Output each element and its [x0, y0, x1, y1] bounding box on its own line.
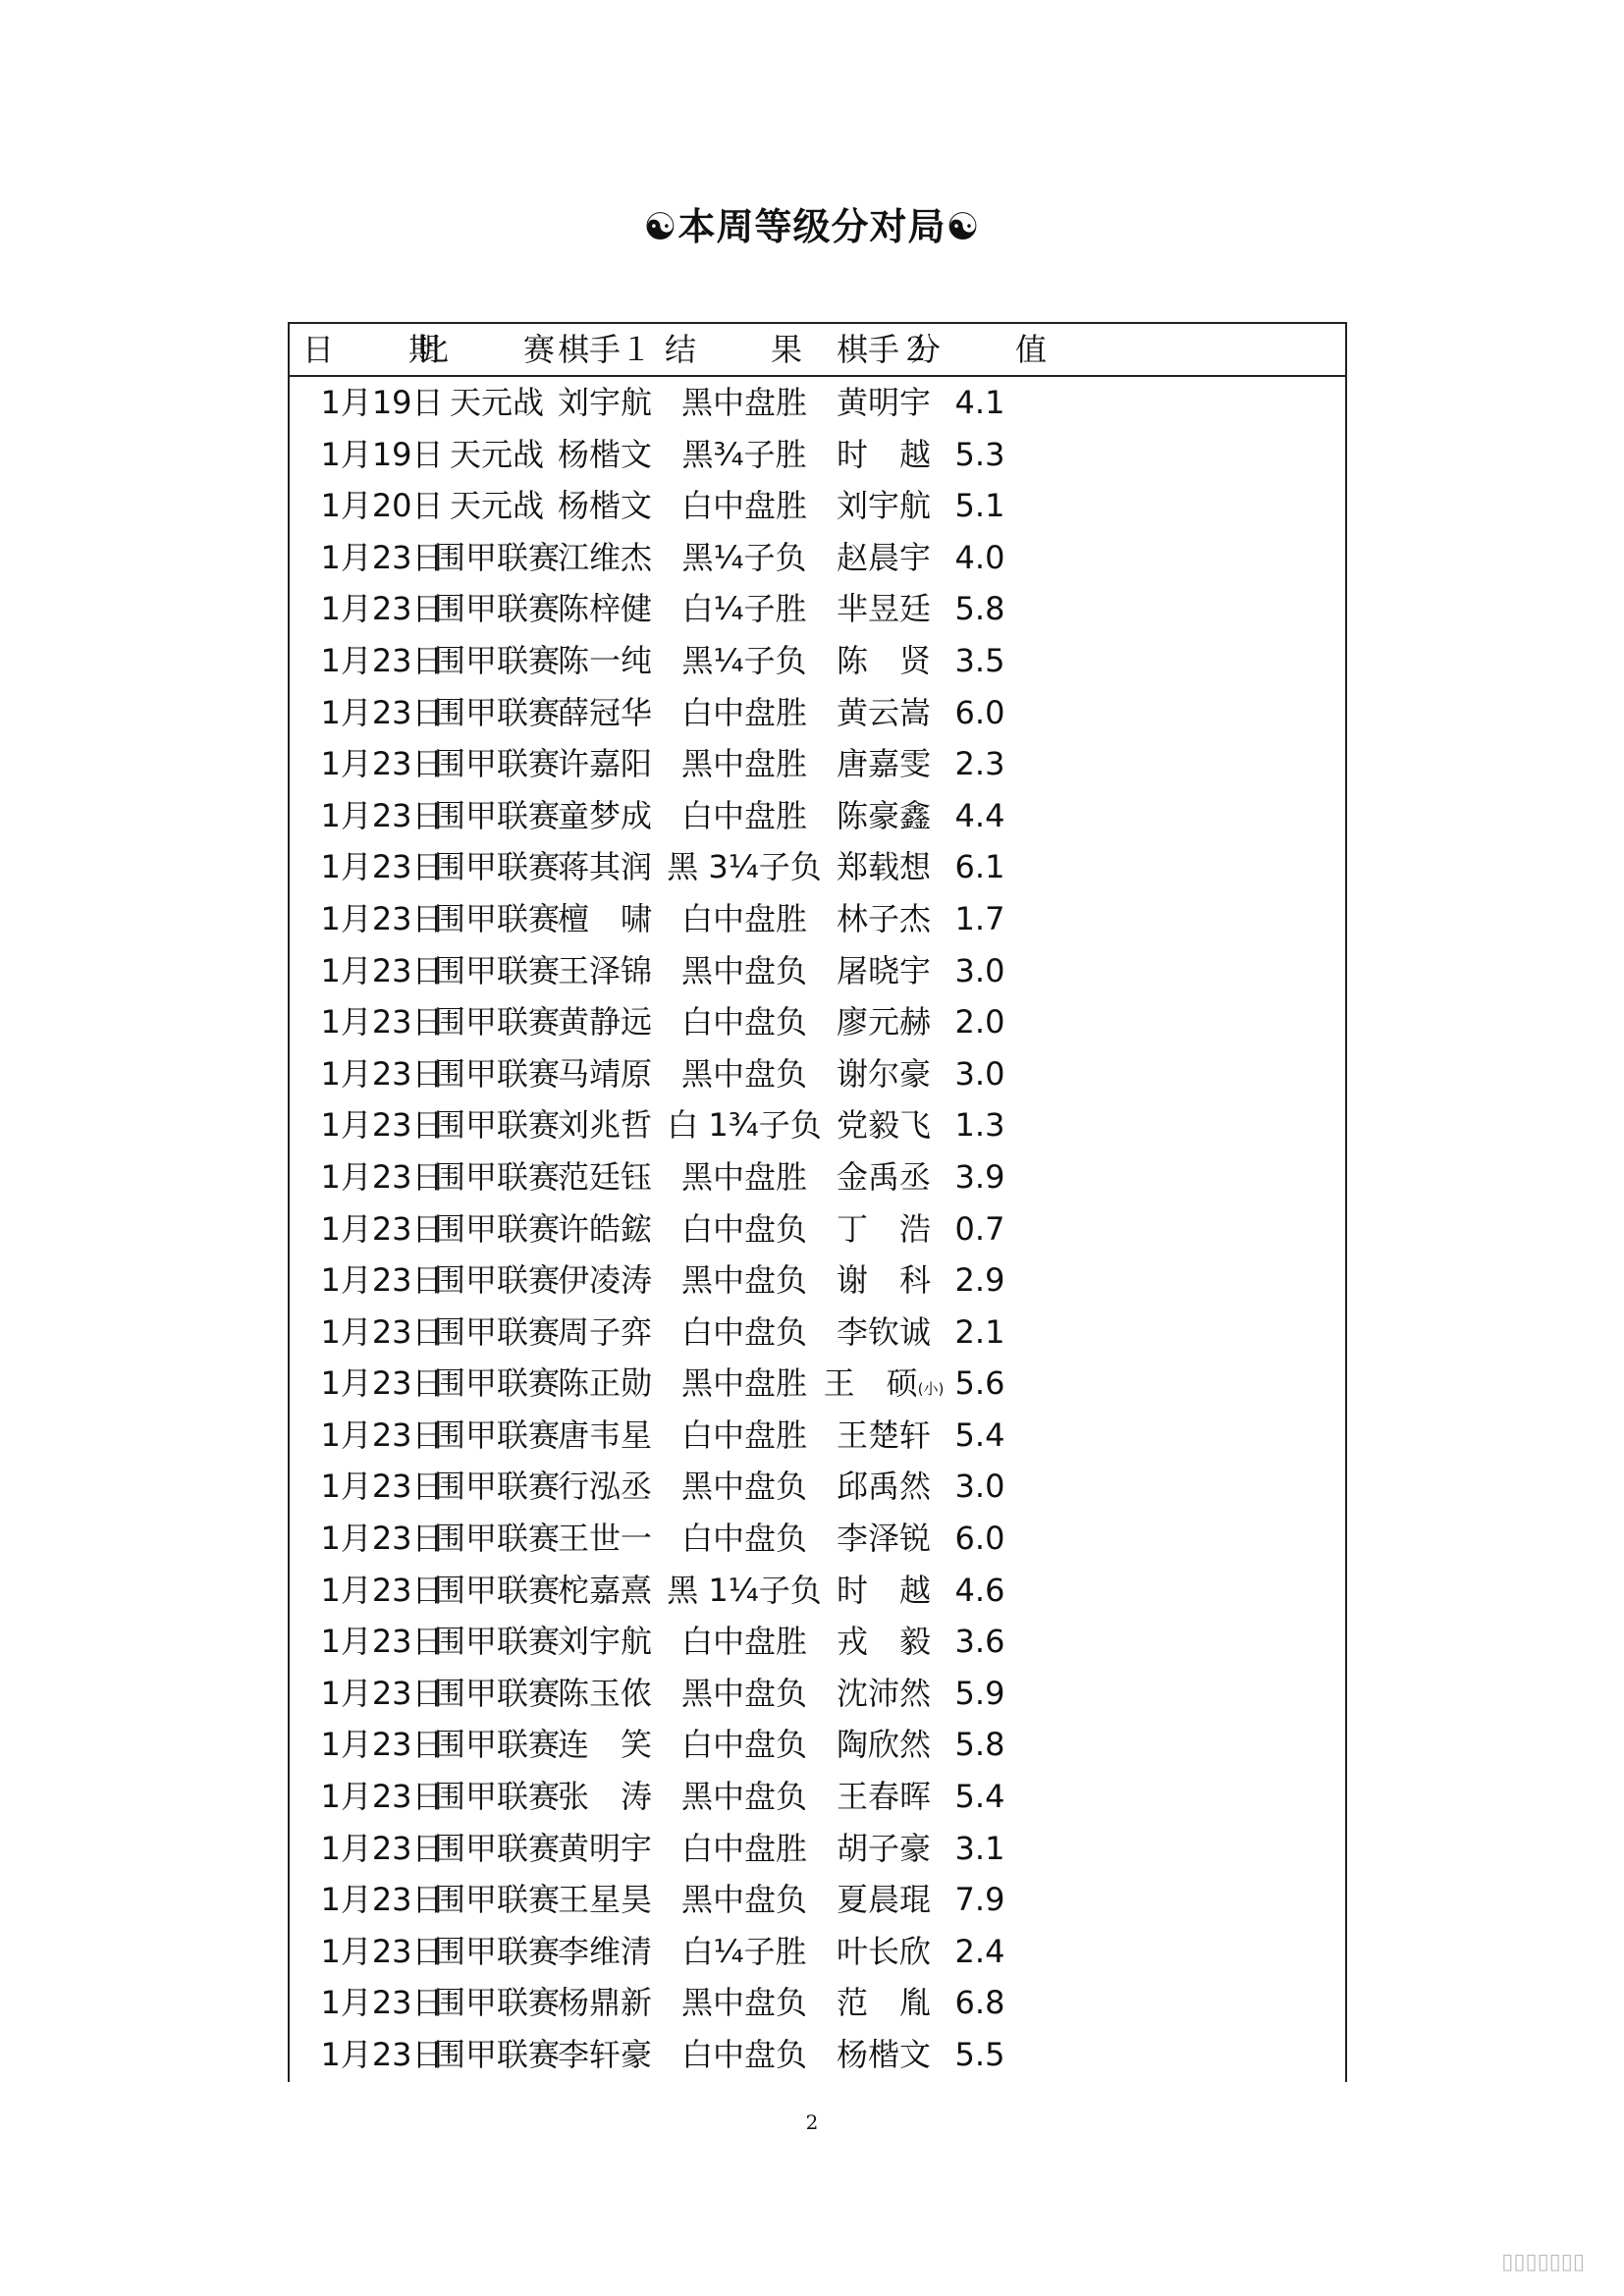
cell-value: 4.1 — [954, 384, 1005, 421]
cell-player1: 连 笑 — [557, 1726, 653, 1764]
cell-player2 — [837, 1977, 931, 2029]
player2-name: 金禹丞 — [836, 1157, 932, 1196]
cell-event: 围甲联赛 — [433, 590, 561, 628]
cell-result: 黑中盘负 — [680, 1778, 808, 1816]
cell-date: 1月23日 — [320, 1726, 444, 1764]
player2-name: 党毅飞 — [836, 1106, 932, 1145]
cell-player1: 范廷钰 — [557, 1157, 653, 1196]
cell-value: 3.9 — [954, 1157, 1005, 1196]
cell-event: 围甲联赛 — [433, 899, 561, 937]
cell-value: 3.6 — [954, 1623, 1005, 1661]
cell-player1: 马靖原 — [557, 1054, 653, 1093]
cell-event: 围甲联赛 — [433, 2036, 561, 2073]
cell-event: 围甲联赛 — [433, 848, 561, 886]
cell-player2 — [837, 738, 931, 790]
table-body — [288, 377, 1345, 2081]
cell-event: 围甲联赛 — [433, 1881, 561, 1919]
table-header — [288, 322, 1345, 377]
cell-value: 2.0 — [954, 1003, 1005, 1041]
cell-result: 白中盘胜 — [680, 693, 808, 731]
cell-value: 3.0 — [954, 1054, 1005, 1093]
cell-player1: 行泓丞 — [557, 1468, 653, 1506]
cell-result: 黑中盘胜 — [680, 1364, 808, 1403]
cell-player2 — [837, 1616, 931, 1668]
cell-event: 围甲联赛 — [433, 1312, 561, 1351]
player2-name: 王 硕 — [823, 1364, 918, 1403]
cell-value: 2.3 — [954, 745, 1005, 783]
cell-player2 — [837, 1203, 931, 1255]
cell-result: 黑中盘负 — [680, 1674, 808, 1712]
cell-player2 — [837, 429, 931, 481]
cell-date: 1月23日 — [320, 1984, 444, 2022]
col-header-result: 结 果 — [664, 331, 825, 368]
cell-player1: 刘宇航 — [557, 384, 653, 421]
cell-player2 — [837, 841, 931, 893]
player2-name: 时 越 — [836, 435, 932, 473]
cell-player1: 王泽锦 — [557, 951, 653, 989]
table-row — [288, 1307, 1345, 1359]
cell-event: 围甲联赛 — [433, 951, 561, 989]
cell-player1: 王世一 — [557, 1520, 653, 1558]
cell-result: 白¼子胜 — [681, 590, 807, 628]
cell-result: 黑中盘胜 — [680, 384, 808, 421]
cell-result: 黑 3¼子负 — [667, 848, 822, 886]
cell-event: 天元战 — [449, 487, 545, 525]
player2-name: 谢 科 — [836, 1261, 932, 1300]
cell-date: 1月23日 — [320, 590, 444, 628]
cell-date: 1月23日 — [320, 1468, 444, 1506]
page-title: ☯本周等级分对局☯ — [643, 205, 981, 248]
cell-player1: 王星昊 — [557, 1881, 653, 1919]
cell-value: 4.4 — [954, 796, 1005, 834]
cell-value: 2.1 — [954, 1312, 1005, 1351]
cell-value: 6.0 — [954, 1520, 1005, 1558]
table-row — [288, 1410, 1345, 1462]
cell-player2 — [824, 1358, 945, 1415]
table-row — [288, 1151, 1345, 1203]
table-row — [288, 1565, 1345, 1617]
cell-player2 — [837, 1823, 931, 1875]
table-row — [288, 1874, 1345, 1926]
table-row — [288, 1616, 1345, 1668]
cell-result: 白中盘胜 — [680, 1623, 808, 1661]
cell-event: 围甲联赛 — [433, 1157, 561, 1196]
cell-value: 4.0 — [954, 538, 1005, 576]
table-row — [288, 429, 1345, 481]
table-row — [288, 480, 1345, 532]
cell-player1: 许嘉阳 — [557, 745, 653, 783]
cell-value: 5.5 — [954, 2036, 1005, 2073]
table-row — [288, 687, 1345, 739]
cell-player1: 陈一纯 — [557, 641, 653, 679]
cell-date: 1月23日 — [320, 1571, 444, 1609]
cell-event: 天元战 — [449, 384, 545, 421]
cell-date: 1月23日 — [320, 848, 444, 886]
cell-value: 5.9 — [954, 1674, 1005, 1712]
table-row — [288, 1358, 1345, 1410]
cell-player2 — [837, 1048, 931, 1100]
cell-event: 围甲联赛 — [433, 538, 561, 576]
col-header-player2: 棋手２ — [836, 331, 932, 368]
cell-value: 5.1 — [954, 487, 1005, 525]
cell-player1: 周子弈 — [557, 1312, 653, 1351]
table-row — [288, 738, 1345, 790]
cell-date: 1月23日 — [320, 1106, 444, 1145]
cell-player2 — [837, 1410, 931, 1462]
table-row — [288, 635, 1345, 687]
cell-result: 白中盘负 — [680, 1003, 808, 1041]
player2-name: 王楚轩 — [836, 1415, 932, 1454]
player2-name: 杨楷文 — [836, 2036, 932, 2073]
cell-result: 黑中盘负 — [680, 951, 808, 989]
cell-player2 — [837, 1461, 931, 1513]
cell-date: 1月23日 — [320, 1364, 444, 1403]
cell-event: 围甲联赛 — [433, 693, 561, 731]
table-row — [288, 841, 1345, 893]
table-row — [288, 996, 1345, 1048]
cell-result: 白中盘胜 — [680, 487, 808, 525]
cell-result: 黑中盘负 — [680, 1984, 808, 2022]
cell-result: 白中盘胜 — [680, 1415, 808, 1454]
player2-name: 陈 贤 — [836, 641, 932, 679]
cell-value: 3.0 — [954, 1468, 1005, 1506]
cell-player2 — [837, 1668, 931, 1720]
cell-date: 1月23日 — [320, 1003, 444, 1041]
cell-value: 6.8 — [954, 1984, 1005, 2022]
cell-player1: 刘兆哲 — [557, 1106, 653, 1145]
cell-date: 1月23日 — [320, 1157, 444, 1196]
cell-value: 5.8 — [954, 1726, 1005, 1764]
cell-player2 — [837, 687, 931, 739]
cell-value: 7.9 — [954, 1881, 1005, 1919]
cell-date: 1月23日 — [320, 1054, 444, 1093]
player2-name: 范 胤 — [836, 1984, 932, 2022]
cell-player2 — [837, 945, 931, 997]
player2-name: 芈昱廷 — [836, 590, 932, 628]
cell-player2 — [837, 1099, 931, 1151]
cell-date: 1月23日 — [320, 1674, 444, 1712]
cell-result: 白¼子胜 — [681, 1932, 807, 1970]
table-row — [288, 1048, 1345, 1100]
cell-date: 1月23日 — [320, 1829, 444, 1867]
table-row — [288, 377, 1345, 429]
cell-player2 — [837, 1255, 931, 1307]
cell-player2 — [837, 996, 931, 1048]
cell-value: 5.4 — [954, 1778, 1005, 1816]
cell-result: 黑中盘负 — [680, 1054, 808, 1093]
cell-event: 围甲联赛 — [433, 1932, 561, 1970]
cell-date: 1月23日 — [320, 641, 444, 679]
cell-date: 1月23日 — [320, 1312, 444, 1351]
cell-value: 3.5 — [954, 641, 1005, 679]
player2-name: 廖元赫 — [836, 1003, 932, 1041]
cell-event: 围甲联赛 — [433, 1364, 561, 1403]
cell-event: 围甲联赛 — [433, 1520, 561, 1558]
cell-player2 — [837, 1565, 931, 1617]
cell-player2 — [837, 1719, 931, 1771]
cell-player2 — [837, 2029, 931, 2081]
cell-event: 围甲联赛 — [433, 1003, 561, 1041]
player2-name: 郑载想 — [836, 848, 932, 886]
cell-player2 — [837, 790, 931, 842]
table-row — [288, 1926, 1345, 1978]
table-row — [288, 1668, 1345, 1720]
cell-result: 黑¾子胜 — [681, 435, 807, 473]
player2-name: 黄明宇 — [836, 384, 932, 421]
cell-date: 1月23日 — [320, 1778, 444, 1816]
player2-name: 胡子豪 — [836, 1829, 932, 1867]
cell-result: 黑¼子负 — [681, 538, 807, 576]
cell-result: 黑中盘负 — [680, 1468, 808, 1506]
table-row — [288, 532, 1345, 584]
cell-player2 — [837, 1926, 931, 1978]
cell-player2 — [837, 480, 931, 532]
cell-player1: 柁嘉熹 — [557, 1571, 653, 1609]
cell-result: 白中盘负 — [680, 2036, 808, 2073]
table-row — [288, 1513, 1345, 1565]
cell-date: 1月20日 — [320, 487, 444, 525]
cell-result: 白中盘胜 — [680, 796, 808, 834]
cell-event: 围甲联赛 — [433, 1106, 561, 1145]
player2-name: 赵晨宇 — [836, 538, 932, 576]
player2-name: 李泽锐 — [836, 1520, 932, 1558]
player2-name: 刘宇航 — [836, 487, 932, 525]
player2-name: 谢尔豪 — [836, 1054, 932, 1093]
cell-player1: 李维清 — [557, 1932, 653, 1970]
cell-event: 围甲联赛 — [433, 1571, 561, 1609]
cell-value: 3.1 — [954, 1829, 1005, 1867]
cell-event: 围甲联赛 — [433, 1623, 561, 1661]
table-row — [288, 1255, 1345, 1307]
cell-event: 围甲联赛 — [433, 1726, 561, 1764]
cell-date: 1月23日 — [320, 1623, 444, 1661]
cell-value: 2.9 — [954, 1261, 1005, 1300]
cell-value: 2.4 — [954, 1932, 1005, 1970]
player2-name: 黄云嵩 — [836, 693, 932, 731]
cell-value: 5.4 — [954, 1415, 1005, 1454]
cell-date: 1月23日 — [320, 1932, 444, 1970]
table-row — [288, 945, 1345, 997]
cell-event: 围甲联赛 — [433, 1674, 561, 1712]
cell-event: 围甲联赛 — [433, 1209, 561, 1248]
cell-player1: 黄静远 — [557, 1003, 653, 1041]
cell-value: 5.6 — [954, 1364, 1005, 1403]
cell-player1: 伊凌涛 — [557, 1261, 653, 1300]
player2-name: 王春晖 — [836, 1778, 932, 1816]
table-row — [288, 583, 1345, 635]
cell-player1: 薛冠华 — [557, 693, 653, 731]
cell-event: 围甲联赛 — [433, 796, 561, 834]
player2-name: 李钦诚 — [836, 1312, 932, 1351]
cell-player2 — [837, 583, 931, 635]
cell-date: 1月23日 — [320, 693, 444, 731]
player2-name: 戎 毅 — [836, 1623, 932, 1661]
cell-value: 5.8 — [954, 590, 1005, 628]
cell-result: 白中盘负 — [680, 1726, 808, 1764]
cell-player1: 张 涛 — [557, 1778, 653, 1816]
cell-date: 1月23日 — [320, 1415, 444, 1454]
table-row — [288, 1461, 1345, 1513]
cell-date: 1月23日 — [320, 951, 444, 989]
cell-player2 — [837, 635, 931, 687]
cell-player1: 檀 啸 — [557, 899, 653, 937]
cell-value: 6.0 — [954, 693, 1005, 731]
cell-result: 黑中盘负 — [680, 1261, 808, 1300]
cell-value: 0.7 — [954, 1209, 1005, 1248]
player2-name: 屠晓宇 — [836, 951, 932, 989]
cell-event: 围甲联赛 — [433, 1829, 561, 1867]
cell-player2 — [837, 1513, 931, 1565]
cell-value: 1.7 — [954, 899, 1005, 937]
cell-date: 1月19日 — [320, 435, 444, 473]
col-header-event: 比 赛 — [416, 331, 577, 368]
player2-name: 陈豪鑫 — [836, 796, 932, 834]
cell-result: 白中盘负 — [680, 1209, 808, 1248]
cell-player1: 陈正勋 — [557, 1364, 653, 1403]
player2-name: 陶欣然 — [836, 1726, 932, 1764]
player2-name: 沈沛然 — [836, 1674, 932, 1712]
cell-date: 1月19日 — [320, 384, 444, 421]
cell-player1: 蒋其润 — [557, 848, 653, 886]
cell-event: 围甲联赛 — [433, 745, 561, 783]
cell-value: 6.1 — [954, 848, 1005, 886]
cell-player1: 唐韦星 — [557, 1415, 653, 1454]
cell-result: 黑¼子负 — [681, 641, 807, 679]
cell-result: 黑中盘胜 — [680, 1157, 808, 1196]
cell-player1: 刘宇航 — [557, 1623, 653, 1661]
cell-player1: 陈梓健 — [557, 590, 653, 628]
cell-event: 围甲联赛 — [433, 1984, 561, 2022]
table-row — [288, 893, 1345, 945]
cell-result: 白中盘胜 — [680, 1829, 808, 1867]
cell-date: 1月23日 — [320, 538, 444, 576]
cell-date: 1月23日 — [320, 1209, 444, 1248]
player2-note: (小) — [917, 1380, 945, 1399]
cell-player2 — [837, 1771, 931, 1823]
cell-result: 黑 1¼子负 — [667, 1571, 822, 1609]
player2-name: 唐嘉雯 — [836, 745, 932, 783]
cell-player2 — [837, 1874, 931, 1926]
table-row — [288, 2029, 1345, 2081]
table-row — [288, 1771, 1345, 1823]
cell-event: 围甲联赛 — [433, 641, 561, 679]
player2-name: 叶长欣 — [836, 1932, 932, 1970]
table-row — [288, 1099, 1345, 1151]
cell-result: 白中盘负 — [680, 1312, 808, 1351]
cell-player1: 杨楷文 — [557, 435, 653, 473]
cell-player1: 江维杰 — [557, 538, 653, 576]
cell-value: 4.6 — [954, 1571, 1005, 1609]
cell-result: 白中盘负 — [680, 1520, 808, 1558]
cell-date: 1月23日 — [320, 899, 444, 937]
cell-result: 黑中盘负 — [680, 1881, 808, 1919]
cell-player2 — [837, 1151, 931, 1203]
cell-player2 — [837, 1307, 931, 1359]
cell-player1: 童梦成 — [557, 796, 653, 834]
table-row — [288, 1719, 1345, 1771]
cell-player1: 黄明宇 — [557, 1829, 653, 1867]
player2-name: 邱禹然 — [836, 1468, 932, 1506]
player2-name: 林子杰 — [836, 899, 932, 937]
cell-event: 围甲联赛 — [433, 1054, 561, 1093]
cell-result: 白 1¾子负 — [667, 1106, 822, 1145]
watermark-logo: ▯▯▯▯▯▯▯ — [1501, 2250, 1585, 2274]
cell-event: 围甲联赛 — [433, 1415, 561, 1454]
table-row — [288, 1977, 1345, 2029]
cell-event: 天元战 — [449, 435, 545, 473]
col-header-value: 分 值 — [908, 331, 1069, 368]
cell-player1: 杨鼎新 — [557, 1984, 653, 2022]
cell-result: 黑中盘胜 — [680, 745, 808, 783]
cell-event: 围甲联赛 — [433, 1778, 561, 1816]
cell-date: 1月23日 — [320, 745, 444, 783]
player2-name: 时 越 — [836, 1571, 932, 1609]
cell-event: 围甲联赛 — [433, 1261, 561, 1300]
cell-player2 — [837, 377, 931, 429]
cell-player2 — [837, 893, 931, 945]
cell-event: 围甲联赛 — [433, 1468, 561, 1506]
cell-player1: 许皓鋐 — [557, 1209, 653, 1248]
player2-name: 丁 浩 — [836, 1209, 932, 1248]
col-header-date: 日 期 — [301, 331, 462, 368]
cell-date: 1月23日 — [320, 1881, 444, 1919]
cell-date: 1月23日 — [320, 2036, 444, 2073]
page-number: 2 — [805, 2110, 819, 2134]
table-row — [288, 1823, 1345, 1875]
col-header-player1: 棋手１ — [557, 331, 653, 368]
cell-value: 5.3 — [954, 435, 1005, 473]
cell-player1: 杨楷文 — [557, 487, 653, 525]
cell-value: 1.3 — [954, 1106, 1005, 1145]
cell-value: 3.0 — [954, 951, 1005, 989]
cell-date: 1月23日 — [320, 1261, 444, 1300]
cell-player1: 李轩豪 — [557, 2036, 653, 2073]
cell-date: 1月23日 — [320, 1520, 444, 1558]
table-row — [288, 1203, 1345, 1255]
table-row — [288, 790, 1345, 842]
player2-name: 夏晨琨 — [836, 1881, 932, 1919]
cell-player2 — [837, 532, 931, 584]
cell-player1: 陈玉侬 — [557, 1674, 653, 1712]
cell-result: 白中盘胜 — [680, 899, 808, 937]
cell-date: 1月23日 — [320, 796, 444, 834]
